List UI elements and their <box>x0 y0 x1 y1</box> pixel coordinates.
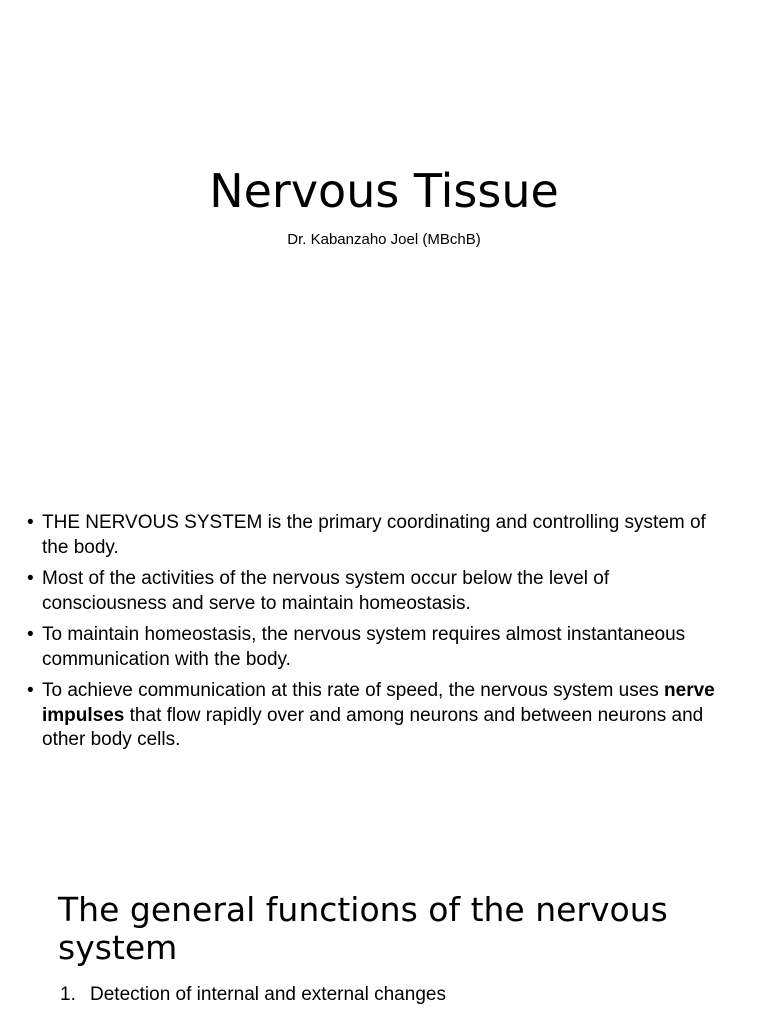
bullet-marker: • <box>27 568 34 589</box>
bullet-text-start: To achieve communication at this rate of speed, the nervous system uses <box>42 680 665 701</box>
section-heading: The general functions of the nervous system <box>58 890 668 967</box>
bullet-marker: • <box>27 680 34 701</box>
bullet-marker: • <box>27 512 34 533</box>
slide-title: Nervous Tissue <box>209 164 559 218</box>
bullet-text: To maintain homeostasis, the nervous system requires almost instantaneous communication with the body. <box>42 624 686 670</box>
bullet-item <box>27 679 727 753</box>
bullet-item <box>27 511 727 560</box>
bullet-text: Most of the activities of the nervous system occur below the level of consciousness and serve to maintain homeostasis. <box>42 568 610 614</box>
numbered-item <box>60 983 740 1007</box>
numbered-item-text: Detection of internal and external changes <box>90 984 446 1005</box>
slide-subtitle: Dr. Kabanzaho Joel (MBchB) <box>287 231 481 248</box>
bullet-item <box>27 567 727 616</box>
bullet-marker: • <box>27 624 34 645</box>
bullet-list <box>27 511 727 760</box>
bullet-text-bold: nerve impulses <box>42 680 715 726</box>
bullet-text-end: that flow rapidly over and among neurons and between neurons and other body cells. <box>42 704 704 750</box>
bullet-text: THE NERVOUS SYSTEM is the primary coordinating and controlling system of the body. <box>42 512 706 558</box>
bullet-item <box>27 623 727 672</box>
number-marker: 1. <box>60 984 76 1005</box>
numbered-list <box>60 983 740 1007</box>
